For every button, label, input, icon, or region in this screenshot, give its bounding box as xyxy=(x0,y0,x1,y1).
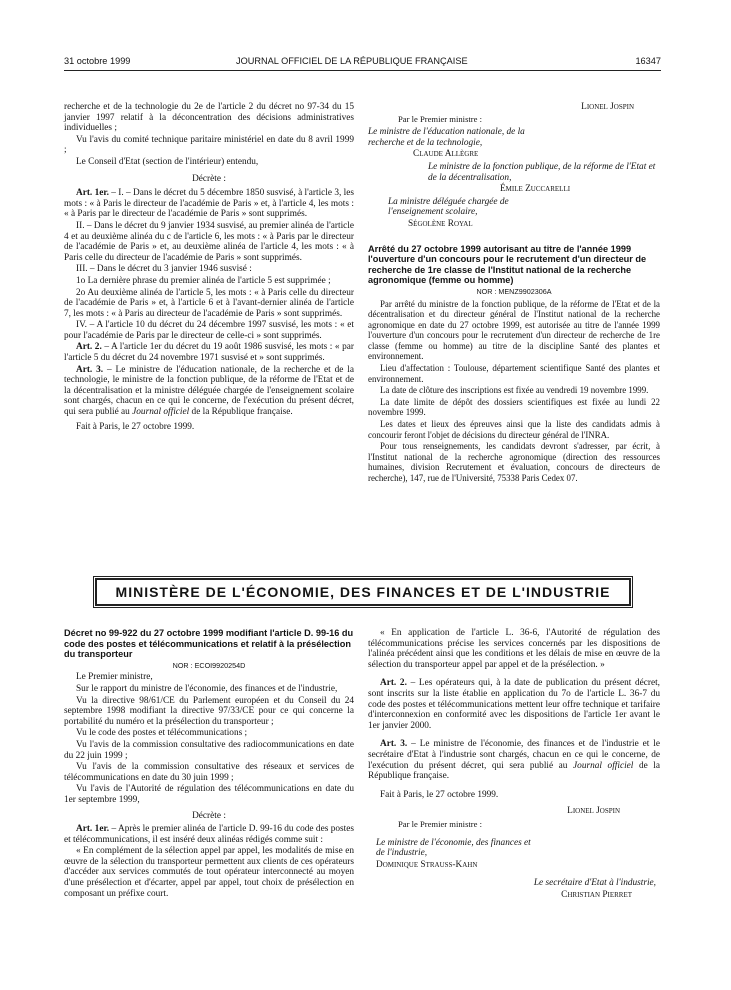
header-page-number: 16347 xyxy=(635,56,661,66)
date-line: Fait à Paris, le 27 octobre 1999. xyxy=(380,789,499,800)
paragraph: Lieu d'affectation : Toulouse, département scientifique Santé des plantes et environnement. xyxy=(368,363,660,384)
paragraph: Les dates et lieux des épreuves ainsi que la liste des candidats admis à concourir feront l'objet de décisions du directeur général de l'INRA. xyxy=(368,419,660,440)
by-prime-minister: Par le Premier ministre : xyxy=(398,818,483,829)
article-label: Art. 1er. xyxy=(76,824,110,835)
header-journal: JOURNAL OFFICIEL DE LA RÉPUBLIQUE FRANÇAISE xyxy=(236,56,468,66)
article-3: Art. 3. – Le ministre de l'éducation nationale, de la recherche et de la technologie, le ministre de la fonction publique, de la réforme de l'Etat et de la décentralisation et la ministre déléguée chargée de l'enseignement scolaire sont chargés, chacun en ce qui le concerne, de l'exécution du présent décret, qui sera publié au Journal officiel de la République française. xyxy=(64,364,354,418)
paragraph: Vu la directive 98/61/CE du Parlement européen et du Conseil du 24 septembre 1998 modifiant la directive 97/33/CE pour ce qui concerne la portabilité du numéro et la présélection du transporteur ; xyxy=(64,695,354,727)
article-label: Art. 2. xyxy=(76,342,102,353)
minister-name: Claude Allègre xyxy=(413,149,479,160)
article-1 xyxy=(64,188,354,220)
paragraph: Vu l'avis de la commission consultative des réseaux et services de télécommunications en date du 30 juin 1999 ; xyxy=(64,762,354,783)
signer-name: Lionel Jospin xyxy=(581,102,634,112)
by-prime-minister: Par le Premier ministre : xyxy=(398,113,483,124)
article-text: – I. – Dans le décret du 5 décembre 1850 susvisé, à l'article 3, les mots : « à Paris le directeur de l'académie de Paris » et, à l'article 4, les mots : « à Paris par le directeur de l'académie de Paris » sont supprimés. xyxy=(64,188,354,220)
article-label: Art. 3. xyxy=(380,739,408,750)
minister-role: Le ministre de l'éducation nationale, de la recherche et de la technologie, xyxy=(368,127,525,148)
ministry-banner: MINISTÈRE DE L'ÉCONOMIE, DES FINANCES ET DE L'INDUSTRIE xyxy=(95,578,631,606)
paragraph: « En complément de la sélection appel par appel, les modalités de mise en œuvre de la sélection du transporteur permettent aux clients de ces opérateurs d'accéder aux services commutés de tout opérateur interconnecté au moyen d'une présélection et d'écarter, appel par appel, tout choix de présélection en composant un préfixe court. xyxy=(64,846,354,899)
paragraph: 2o Au deuxième alinéa de l'article 5, les mots : « à Paris celle du directeur de l'académie de Paris » et, à l'article 6 et à l'avant-dernier alinéa de l'article 7, les mots : « à Paris au directeur de l'académie de Paris » sont supprimés. xyxy=(64,287,354,319)
paragraph: recherche et de la technologie du 2e de l'article 2 du décret no 97-34 du 15 janvier 1997 relatif à la déconcentration des décisions administratives individuelles ; xyxy=(64,102,354,134)
decrete-heading: Décrète : xyxy=(192,810,226,821)
paragraph: Sur le rapport du ministre de l'économie, des finances et de l'industrie, xyxy=(76,683,338,694)
paragraph: Vu l'avis du comité technique paritaire ministériel en date du 8 avril 1999 ; xyxy=(64,134,354,156)
paragraph: II. – Dans le décret du 9 janvier 1934 susvisé, au premier alinéa de l'article 4 et au deuxième alinéa du c de l'article 6, les mots : « à Paris par le directeur de l'académie de Paris » et, au deuxième alinéa de l'article 4, les mots : « à Paris celle du directeur de l'académie de Paris » sont supprimés. xyxy=(64,220,354,263)
page-header xyxy=(64,54,661,70)
article-text: – Les opérateurs qui, à la date de publication du présent décret, sont inscrits sur la liste établie en application du 7o de l'article L. 36-7 du code des postes et télécommunications mettent leur offre technique et tarifaire d'interconnexion en conformité avec les dispositions de l'article 1er avant le 1er janvier 2000. xyxy=(368,678,660,731)
paragraph: Par arrêté du ministre de la fonction publique, de la réforme de l'Etat et de la décentralisation et du directeur général de l'Institut national de la recherche agronomique en date du 27 octobre 1999, est autorisée au titre de l'année 1999 l'ouverture d'un concours pour le recrutement d'un directeur de recherche de 1re classe (femme ou homme) au titre de la discipline Santé des plantes et environnement. xyxy=(368,298,660,362)
paragraph: Vu l'avis de la commission consultative des radiocommunications en date du 22 juin 1999 ; xyxy=(64,739,354,761)
paragraph: La date limite de dépôt des dossiers scientifiques est fixée au lundi 22 novembre 1999. xyxy=(368,396,660,418)
article-2 xyxy=(64,342,354,363)
paragraph: III. – Dans le décret du 3 janvier 1946 susvisé : xyxy=(76,264,252,275)
left-bottom-column xyxy=(64,628,354,900)
minister-role: Le secrétaire d'Etat à l'industrie, xyxy=(533,878,656,889)
paragraph: Vu le code des postes et télécommunications ; xyxy=(76,728,248,739)
article-text: – A l'article 1er du décret du 19 août 1986 susvisé, les mots : « par l'article 5 du décret du 24 novembre 1971 susvisé et » sont supprimés. xyxy=(64,342,354,364)
paragraph: La date de clôture des inscriptions est fixée au vendredi 19 novembre 1999. xyxy=(380,385,649,396)
minister-role: Le ministre de la fonction publique, de la réforme de l'Etat et de la décentralisation, xyxy=(428,161,656,183)
minister-name: Émile Zuccarelli xyxy=(500,184,571,195)
left-top-column xyxy=(64,102,354,433)
nor-reference: NOR : MENZ9902306A xyxy=(476,286,552,296)
minister-name: Dominique Strauss-Kahn xyxy=(376,859,478,870)
paragraph: Pour tous renseignements, les candidats devront s'adresser, par écrit, à l'Institut national de la recherche agronomique (direction des ressources humaines, division Recrutement et évaluation, concours de directeurs de recherche), 147, rue de l'Université, 75338 Paris Cedex 07. xyxy=(368,441,660,483)
article-1 xyxy=(64,824,354,845)
minister-role: La ministre déléguée chargée de l'enseignement scolaire, xyxy=(388,196,509,218)
arrete-title: Arrêté du 27 octobre 1999 autorisant au titre de l'année 1999 l'ouverture d'un concours pour le recrutement d'un directeur de recherche de 1re classe de l'Institut national de la recherche agronomique (femme ou homme) xyxy=(368,243,647,286)
right-bottom-column xyxy=(368,628,660,901)
signer-name: Lionel Jospin xyxy=(567,806,620,817)
minister-name: Ségolène Royal xyxy=(408,218,473,229)
paragraph: 1o La dernière phrase du premier alinéa de l'article 5 est supprimée ; xyxy=(76,275,331,286)
article-3: Art. 3. – Le ministre de l'économie, des finances et de l'industrie et le secrétaire d'Etat à l'industrie sont chargés, chacun en ce qui le concerne, de l'exécution du présent décret, qui sera publié au Journal officiel de la République française. xyxy=(368,739,661,782)
article-2 xyxy=(368,678,660,731)
paragraph: Le Conseil d'Etat (section de l'intérieur) entendu, xyxy=(76,156,259,167)
right-top-column xyxy=(368,102,660,485)
article-text: – Après le premier alinéa de l'article D. 99-16 du code des postes et télécommunications, il est inséré deux alinéas rédigés comme suit : xyxy=(64,824,354,845)
header-date: 31 octobre 1999 xyxy=(64,56,131,66)
minister-name: Christian Pierret xyxy=(561,889,632,900)
paragraph: « En application de l'article L. 36-6, l'Autorité de régulation des télécommunications précise les services concernés par les dispositions de l'alinéa précédent ainsi que les conditions et les délais de mise en œuvre de la sélection du transporteur appel par appel et de la présélection. » xyxy=(368,628,660,670)
paragraph: IV. – A l'article 10 du décret du 24 décembre 1997 susvisé, les mots : « et pour l'académie de Paris par le directeur de celle-ci » sont supprimés. xyxy=(64,320,354,341)
decree-title: Décret no 99-922 du 27 octobre 1999 modifiant l'article D. 99-16 du code des postes et télécommunications et relatif à la présélection du transporteur xyxy=(64,628,354,660)
paragraph: Vu l'avis de l'Autorité de régulation des télécommunications en date du 1er septembre 1999, xyxy=(64,784,354,805)
decrete-heading: Décrète : xyxy=(192,173,226,184)
article-label: Art. 1er. xyxy=(76,188,109,199)
article-label: Art. 3. xyxy=(76,364,104,375)
minister-role: Le ministre de l'économie, des finances et de l'industrie, xyxy=(376,837,531,859)
header-rule xyxy=(64,70,661,71)
article-label: Art. 2. xyxy=(380,678,407,689)
paragraph: Le Premier ministre, xyxy=(76,672,153,683)
nor-reference: NOR : ECOI9920254D xyxy=(172,660,246,670)
date-line: Fait à Paris, le 27 octobre 1999. xyxy=(76,421,195,432)
